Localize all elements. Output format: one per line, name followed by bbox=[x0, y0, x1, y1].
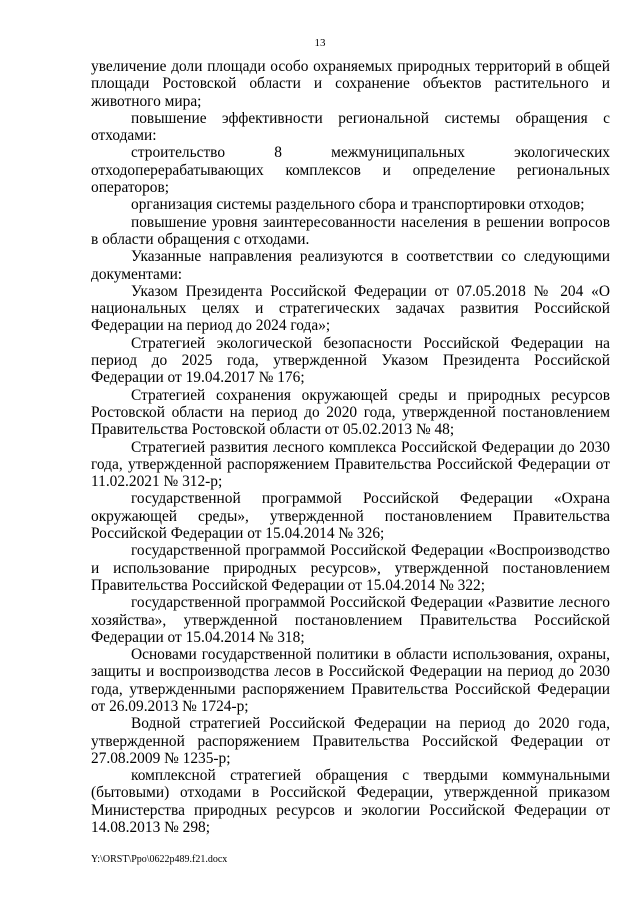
document-body bbox=[91, 58, 610, 836]
paragraph: Указанные направления реализуются в соответствии со следующими документами: bbox=[91, 248, 610, 283]
paragraph: государственной программой Российской Федерации «Охрана окружающей среды», утвержденной постановлением Правительства Российской Федерации от 15.04.2014 № 326; bbox=[91, 490, 610, 543]
page-number: 13 bbox=[314, 37, 326, 49]
paragraph: организация системы раздельного сбора и транспортировки отходов; bbox=[131, 196, 585, 214]
paragraph: Водной стратегией Российской Федерации на период до 2020 года, утвержденной распоряжением Правительства Российской Федерации от 27.08.2009 № 1235-р; bbox=[91, 715, 610, 767]
paragraph: государственной программой Российской Федерации «Развитие лесного хозяйства», утвержденной постановлением Правительства Российской Федерации от 15.04.2014 № 318; bbox=[91, 594, 610, 646]
paragraph: строительство 8 межмуниципальных экологических отходоперерабатывающих комплексов и определение региональных операторов; bbox=[91, 144, 610, 197]
paragraph: Стратегией экологической безопасности Российской Федерации на период до 2025 года, утвержденной Указом Президента Российской Федерации от 19.04.2017 № 176; bbox=[91, 334, 610, 387]
paragraph: Стратегией сохранения окружающей среды и природных ресурсов Ростовской области на период до 2020 года, утвержденной постановлением Правительства Ростовской области от 05.02.2013 № 48; bbox=[91, 386, 610, 439]
paragraph: Указом Президента Российской Федерации от 07.05.2018 № 204 «О национальных целях и стратегических задачах развития Российской Федерации на период до 2024 года»; bbox=[91, 282, 610, 335]
paragraph: повышение уровня заинтересованности населения в решении вопросов в области обращения с отходами. bbox=[91, 213, 610, 248]
paragraph: комплексной стратегией обращения с твердыми коммунальными (бытовыми) отходами в Российской Федерации, утвержденной приказом Министерства природных ресурсов и экологии Российской Федерации от 14.08.2013 № 298; bbox=[91, 767, 610, 837]
paragraph: государственной программой Российской Федерации «Воспроизводство и использование природных ресурсов», утвержденной постановлением Правительства Российской Федерации от 15.04.2014 № 322; bbox=[91, 542, 610, 594]
footer-file-path: Y:\ORST\Ppo\0622p489.f21.docx bbox=[91, 854, 228, 865]
paragraph: увеличение доли площади особо охраняемых природных территорий в общей площади Ростовской области и сохранение объектов растительного и животного мира; bbox=[91, 58, 610, 110]
paragraph: Стратегией развития лесного комплекса Российской Федерации до 2030 года, утвержденной распоряжением Правительства Российской Федерации от 11.02.2021 № 312-р; bbox=[91, 438, 610, 491]
paragraph: повышение эффективности региональной системы обращения с отходами: bbox=[91, 109, 610, 145]
paragraph: Основами государственной политики в области использования, охраны, защиты и воспроизводства лесов в Российской Федерации на период до 2030 года, утвержденными распоряжением Правительства Российской Федерации от 26.09.2013 № 1724-р; bbox=[91, 646, 610, 715]
